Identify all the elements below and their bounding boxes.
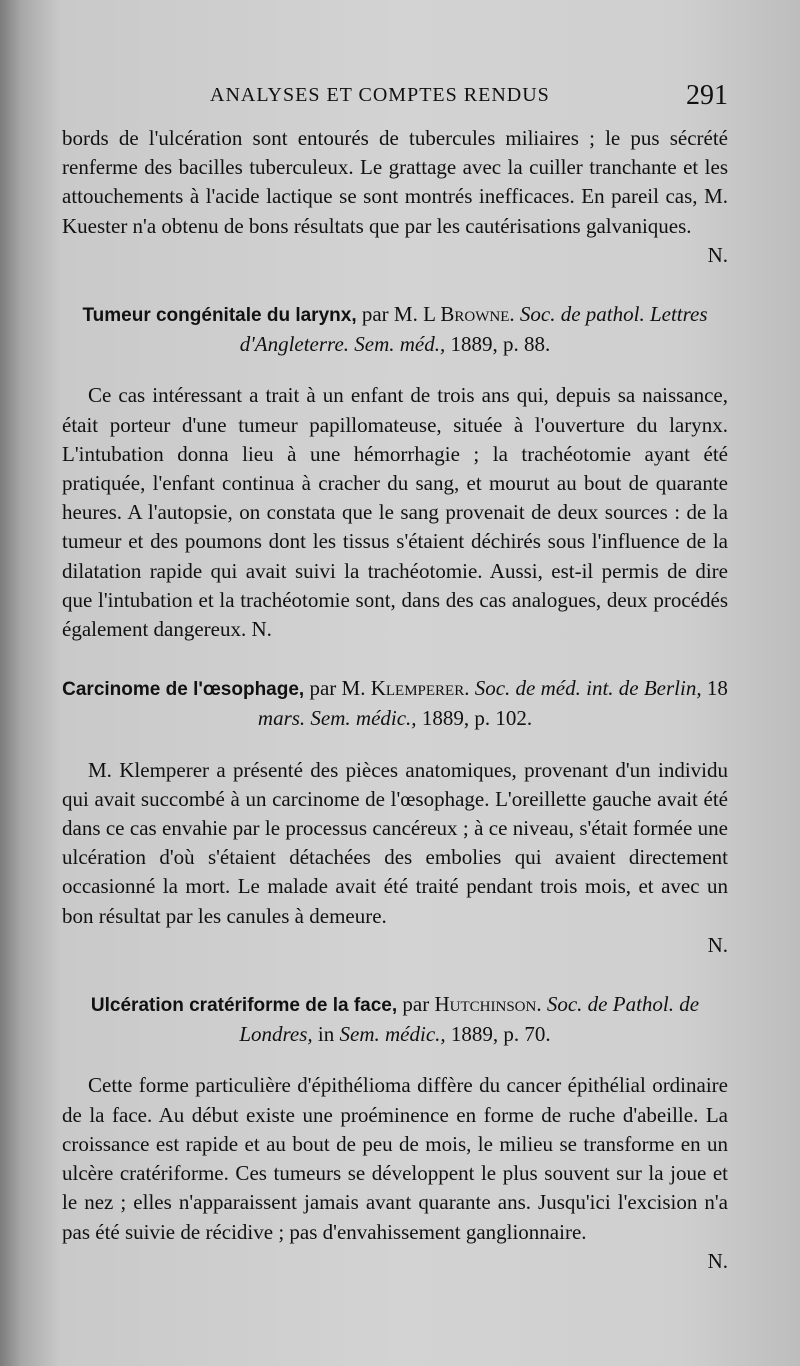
intro-paragraph	[62, 124, 728, 270]
article-1-author: Browne.	[440, 302, 515, 327]
article-1-by: par M. L	[361, 302, 436, 327]
article-2-source2: mars. Sem. médic.,	[257, 706, 417, 731]
running-title: ANALYSES ET COMPTES RENDUS	[210, 84, 550, 106]
page-body	[62, 124, 728, 1276]
article-3-source2: Sem. médic.,	[339, 1022, 446, 1047]
article-2-text: M. Klemperer a présenté des pièces anatomiques, provenant d'un individu qui avait succombé à un carcinome de l'œsophage. L'oreillette gauche avait été dans ce cas envahie par le processus cancéreux ; à ce niveau, s'était formée une ulcération d'où s'étaient détachées des embolies qui avaient directement occasionné la mort. Le malade avait été traité pendant trois mois, et avec un bon résultat par les canules à demeure.	[62, 757, 728, 928]
article-1-title: Tumeur congénitale du larynx,	[82, 305, 357, 327]
article-3-text: Cette forme particulière d'épithélioma diffère du cancer épithélial ordinaire de la face. Au début existe une proéminence en forme de ruche d'abeille. La croissance est rapide et au bout de peu de mois, le milieu se transforme en un ulcère cratériforme. Ces tumeurs se développent le plus souvent sur la joue et le nez ; elles n'apparaissent jamais avant quarante ans. Jusqu'ici l'excision n'a pas été suivie de récidive ; pas d'envahissement ganglionnaire.	[62, 1073, 728, 1244]
intro-signature: N.	[707, 242, 728, 267]
page-number: 291	[686, 80, 728, 111]
article-1-signature: N.	[251, 617, 272, 642]
article-3-year: 1889, p. 70.	[450, 1022, 551, 1047]
article-3-title: Ulcération cratériforme de la face,	[90, 995, 398, 1017]
article-3-source: Soc. de Pathol. de Londres,	[239, 992, 700, 1047]
article-3-in: in	[317, 1022, 335, 1047]
article-1-source: Soc. de pathol. Lettres d'Angleterre. Sem. méd.,	[239, 302, 708, 357]
article-1-year: 1889, p. 88.	[450, 332, 551, 357]
intro-text: bords de l'ulcération sont entourés de tubercules miliaires ; le pus sécrété renferme des bacilles tuberculeux. Le grattage avec la cuiller tranchante et les attouchements à l'acide lactique se sont montrés inefficaces. En pareil cas, M. Kuester n'a obtenu de bons résultats que par les cautérisations galvaniques.	[62, 126, 728, 238]
article-3-by: par	[402, 992, 430, 1017]
article-2-paragraph	[62, 756, 728, 960]
article-2-title: Carcinome de l'œsophage,	[62, 679, 305, 701]
article-2-by: par M.	[309, 676, 366, 701]
article-3-signature: N.	[707, 1248, 728, 1273]
article-2-author: Klemperer.	[370, 676, 470, 701]
article-3-author: Hutchinson.	[434, 992, 542, 1017]
article-1-text: Ce cas intéressant a trait à un enfant de trois ans qui, depuis sa naissance, était porteur d'une tumeur papillomateuse, située à l'ouverture du larynx. L'intubation donna lieu à une hémorrhagie ; la trachéotomie ayant été pratiquée, l'enfant continua à cracher du sang, et mourut au bout de quarante heures. A l'autopsie, on constata que le sang provenait de deux sources : de la tumeur et des poumons dont les tissus s'étaient déchirés sous l'influence de la dilatation rapide qui avait suivi la trachéotomie. Aussi, est-il permis de dire que l'intubation et la trachéotomie sont, dans des cas analogues, deux procédés également dangereux.	[62, 383, 728, 642]
article-2-date: 18	[706, 676, 728, 701]
article-3-paragraph	[62, 1071, 728, 1275]
article-1-heading	[62, 300, 728, 359]
article-2-heading	[62, 674, 728, 733]
article-1-paragraph	[62, 381, 728, 644]
article-2-source: Soc. de méd. int. de Berlin,	[474, 676, 702, 701]
article-3-heading	[62, 990, 728, 1049]
page-header	[60, 80, 740, 124]
article-2-year: 1889, p. 102.	[421, 706, 533, 731]
article-2-signature: N.	[707, 932, 728, 957]
